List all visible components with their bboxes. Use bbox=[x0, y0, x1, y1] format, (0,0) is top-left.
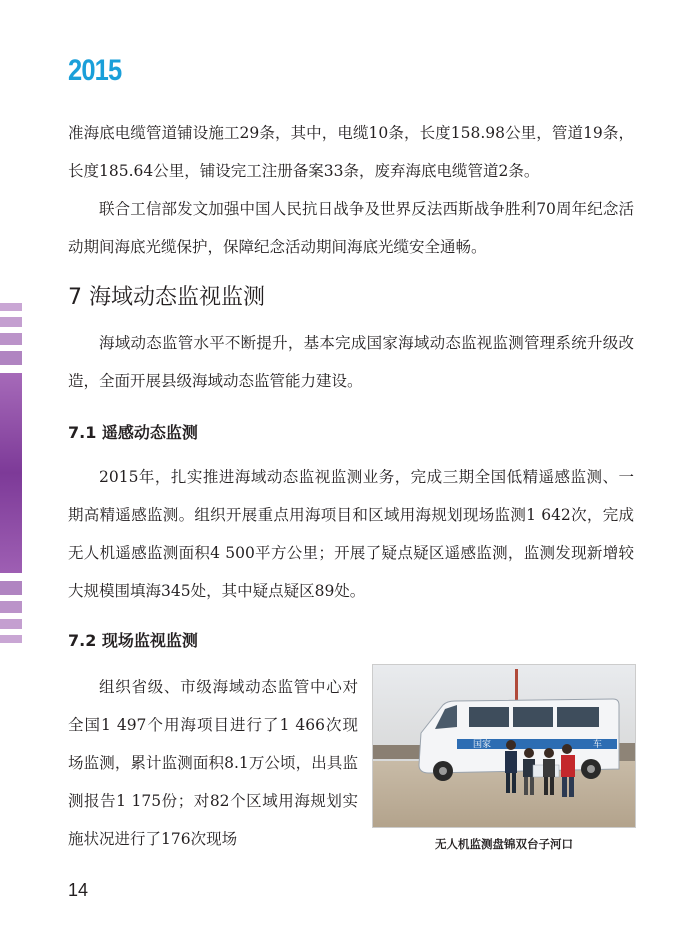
person-body bbox=[543, 759, 555, 777]
photo-caption: 无人机监测盘锦双台子河口 bbox=[435, 837, 573, 851]
person-leg bbox=[544, 777, 548, 795]
section-paragraph: 海域动态监管水平不断提升，基本完成国家海域动态监视监测管理系统升级改造，全面开展县级海域动态监管能力建设。 bbox=[68, 334, 634, 390]
paragraph-cable-pipeline: 准海底电缆管道铺设施工29条，其中，电缆10条，长度158.98公里，管道19条，长度185.64公里，铺设完工注册备案33条，废弃海底电缆管道2条。 bbox=[68, 124, 634, 180]
sidebar-stripe bbox=[0, 635, 22, 643]
sidebar-stripe bbox=[0, 581, 22, 595]
person-head bbox=[562, 744, 572, 754]
sidebar-stripe bbox=[0, 317, 22, 327]
sidebar-stripe bbox=[0, 351, 22, 365]
van-window bbox=[469, 707, 509, 727]
person-head bbox=[544, 748, 554, 758]
subsection-heading: 7.1 遥感动态监测 bbox=[68, 423, 198, 442]
van-text: 车 bbox=[593, 740, 603, 750]
van-hubcap bbox=[587, 765, 595, 773]
person-leg bbox=[530, 777, 534, 795]
subsection-paragraph: 2015年，扎实推进海域动态监视监测业务，完成三期全国低精遥感监测、一期高精遥感监测。组织开展重点用海项目和区域用海规划现场监测1 642次，完成无人机遥感监测面积4 500平方公里；开展了疑点疑区遥感监测，监测发现新增较大规模围填海345处，其中疑点疑区89处。 bbox=[68, 468, 634, 600]
paragraph-cable-protection: 联合工信部发文加强中国人民抗日战争及世界反法西斯战争胜利70周年纪念活动期间海底光缆保护，保障纪念活动期间海底光缆安全通畅。 bbox=[68, 200, 634, 256]
person-head bbox=[506, 740, 516, 750]
person-head bbox=[524, 748, 534, 758]
person-leg bbox=[506, 773, 510, 793]
person-leg bbox=[562, 777, 567, 797]
person-body bbox=[505, 751, 517, 773]
person-leg bbox=[512, 773, 516, 793]
year-heading: 2015 bbox=[68, 54, 122, 87]
person-leg bbox=[550, 777, 554, 795]
van-text: 国家 bbox=[473, 740, 492, 750]
van-window bbox=[513, 707, 553, 727]
page-number: 14 bbox=[68, 880, 89, 900]
person-leg bbox=[569, 777, 574, 797]
sidebar-block bbox=[0, 373, 22, 573]
sidebar-stripe bbox=[0, 619, 22, 629]
subsection-heading: 7.2 现场监视监测 bbox=[68, 631, 198, 650]
sidebar-stripe bbox=[0, 601, 22, 613]
photo-illustration bbox=[373, 665, 635, 827]
section-heading: 7 海域动态监视监测 bbox=[68, 285, 265, 310]
person-body bbox=[561, 755, 575, 777]
van-window bbox=[557, 707, 599, 727]
subsection-paragraph: 组织省级、市级海域动态监管中心对全国1 497个用海项目进行了1 466次现场监测，累计监测面积8.1万公顷，出具监测报告1 175份；对82个区域用海规划实施状况进行了176次现场 bbox=[68, 678, 358, 848]
photo-uav-monitoring bbox=[372, 664, 636, 828]
sidebar-stripe bbox=[0, 303, 22, 311]
person-leg bbox=[524, 777, 528, 795]
van-hubcap bbox=[439, 767, 447, 775]
sidebar-stripe bbox=[0, 333, 22, 345]
